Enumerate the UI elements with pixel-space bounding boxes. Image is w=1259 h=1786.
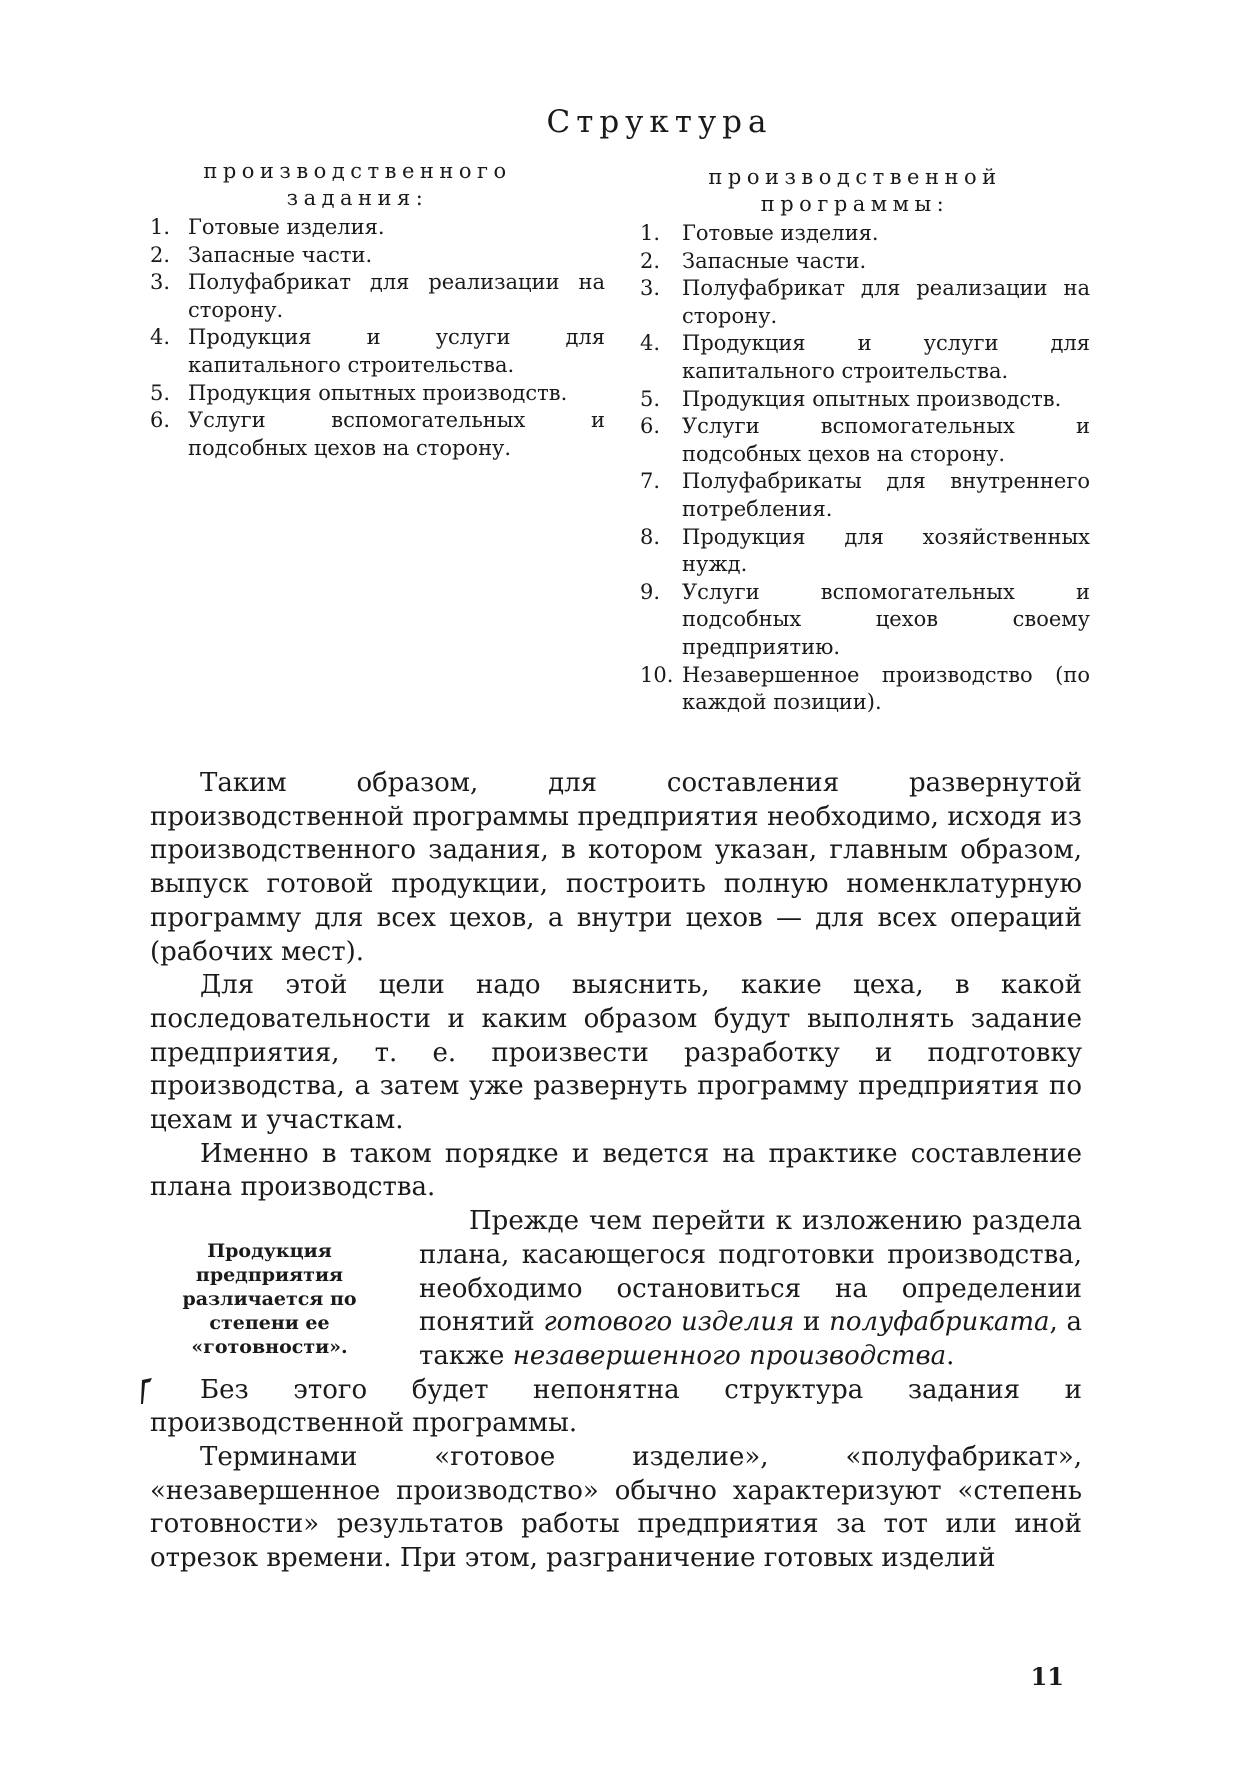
margin-mark-icon xyxy=(140,1376,154,1406)
right-column-structure-program xyxy=(640,164,1090,717)
paragraph-4-lead: Прежде чем перейти к изложению раздела плана, касающегося подготовки производства, необходимо остановиться на определении понятий xyxy=(419,1206,1082,1338)
list-item: 1. Готовые изделия. xyxy=(640,221,879,245)
paragraph-3: Именно в таком порядке и ведется на практике составление плана производства. xyxy=(150,1138,1082,1203)
list-item: 2. Запасные части. xyxy=(640,248,867,273)
term-work-in-progress: незавершенного производства xyxy=(512,1340,947,1371)
right-column-heading xyxy=(640,164,1090,218)
paragraph-6: Терминами «готовое изделие», «полуфабрикат», «незавершенное производство» обычно характеризуют «степень готовности» результатов работы предприятия за тот или иной отрезок времени. При этом, разграничение готовых изделий xyxy=(150,1442,1082,1574)
list-item: 10. Незавершенное производство (по каждой позиции). xyxy=(640,662,1090,715)
left-column-heading xyxy=(150,158,605,212)
right-items-list xyxy=(640,220,1090,717)
left-column-structure-task xyxy=(150,158,605,462)
list-item: 6. Услуги вспомогательных и подсобных цехов на сторону. xyxy=(640,414,1090,466)
list-item: 9. Услуги вспомогательных и подсобных цехов своему предприятию. xyxy=(640,579,1090,659)
right-heading-line1: производственной xyxy=(708,165,1002,189)
list-item: 5. Продукция опытных производств. xyxy=(150,380,568,405)
list-item: 5. Продукция опытных производств. xyxy=(640,386,1062,411)
term-semi-finished: полуфабриката xyxy=(829,1307,1050,1338)
list-item: 4. Продукция и услуги для капитального строительства. xyxy=(150,325,605,377)
list-item: 1. Готовые изделия. xyxy=(150,215,385,239)
list-item: 3. Полуфабрикат для реализации на сторону. xyxy=(150,270,605,322)
paragraph-5-text: Без этого будет непонятна структура задания и производственной программы. xyxy=(150,1374,1082,1439)
list-item: 3. Полуфабрикат для реализации на сторону. xyxy=(640,276,1090,328)
left-items-list xyxy=(150,214,605,462)
paragraph-4-also: , а также xyxy=(419,1307,1083,1371)
right-heading-line2: программы: xyxy=(760,192,950,216)
list-item: 8. Продукция для хозяйственных нужд. xyxy=(640,524,1090,577)
paragraph-4-end: . xyxy=(946,1340,955,1371)
page-title: Структура xyxy=(546,104,773,140)
paragraph-2: Для этой цели надо выяснить, какие цеха, в какой последовательности и каким образом будут выполнять задание предприятия, т. е. произвести разработку и подготовку производства, а затем уже развернуть программу предприятия по цехам и участкам. xyxy=(150,970,1082,1136)
list-item: 7. Полуфабрикаты для внутреннего потребления. xyxy=(640,469,1090,521)
list-item: 6. Услуги вспомогательных и подсобных цехов на сторону. xyxy=(150,408,605,460)
paragraph-4-and: и xyxy=(803,1307,821,1338)
paragraph-1: Таким образом, для составления развернутой производственной программы предприятия необходимо, исходя из производственного задания, в котором указан, главным образом, выпуск готовой продукции, построить полную номенклатурную программу для всех цехов, а внутри цехов — для всех операций (рабочих мест). xyxy=(150,768,1082,967)
left-heading-line2: задания: xyxy=(286,186,429,210)
main-text xyxy=(150,767,1082,1576)
term-finished-product: готового изделия xyxy=(543,1307,795,1338)
list-item: 4. Продукция и услуги для капитального строительства. xyxy=(640,331,1090,383)
left-heading-line1: производственного xyxy=(203,159,512,183)
page-number: 11 xyxy=(1030,1662,1064,1691)
list-item: 2. Запасные части. xyxy=(150,242,373,267)
paragraph-5 xyxy=(150,1374,1082,1441)
sidebar-note: Продукция предприятия различается по степени ее «готовности». xyxy=(182,1240,357,1359)
